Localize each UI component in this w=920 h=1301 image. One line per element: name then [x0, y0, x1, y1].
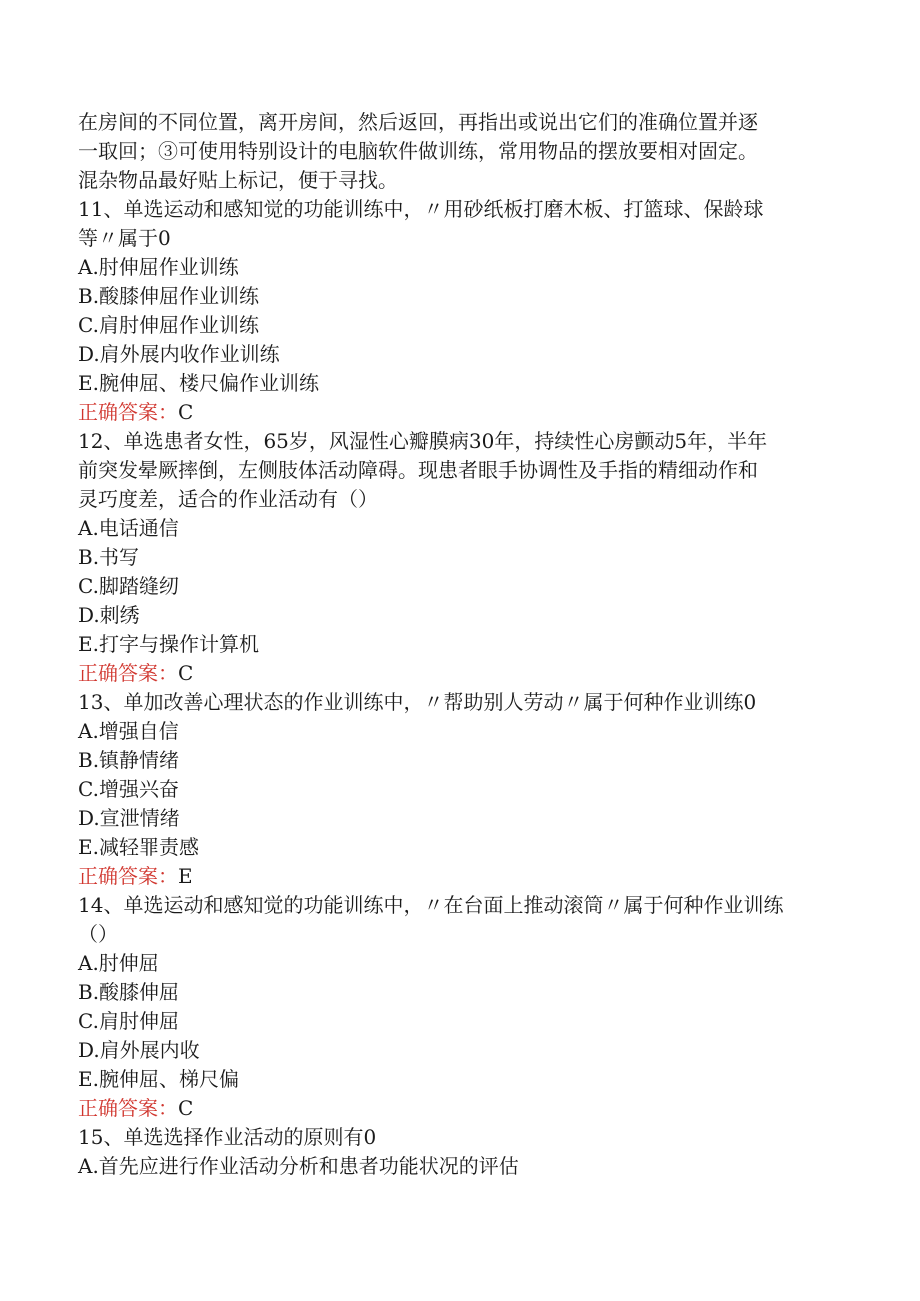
option-b: B.书写 [78, 545, 140, 569]
option-b: B.镇静情绪 [78, 748, 180, 772]
question-stem: 灵巧度差，适合的作业活动有（） [78, 487, 378, 511]
option-e: E.腕伸屈、梯尺偏 [78, 1067, 239, 1091]
question-14 [78, 891, 840, 1123]
option-e: E.减轻罪责感 [78, 835, 199, 859]
option-d: D.肩外展内收作业训练 [78, 342, 280, 366]
option-a: A.首先应进行作业活动分析和患者功能状况的评估 [78, 1154, 519, 1178]
question-stem: 11、单选运动和感知觉的功能训练中，〃用砂纸板打磨木板、打篮球、保龄球 [78, 197, 764, 221]
correct-answer [78, 1094, 840, 1123]
question-12 [78, 427, 840, 688]
option-c: C.肩肘伸屈作业训练 [78, 313, 259, 337]
option-a: A.电话通信 [78, 516, 179, 540]
answer-value: E [178, 864, 193, 888]
question-11 [78, 195, 840, 427]
question-stem: 前突发晕厥摔倒，左侧肢体活动障碍。现患者眼手协调性及手指的精细动作和 [78, 458, 758, 482]
option-b: B.酸膝伸屈作业训练 [78, 284, 260, 308]
option-c: C.脚踏缝纫 [78, 574, 179, 598]
option-b: B.酸膝伸屈 [78, 980, 180, 1004]
option-d: D.刺绣 [78, 603, 140, 627]
document-page [78, 108, 840, 1181]
intro-line: 一取回；③可使用特别设计的电脑软件做训练，常用物品的摆放要相对固定。 [78, 139, 758, 163]
option-e: E.腕伸屈、楼尺偏作业训练 [78, 371, 319, 395]
question-stem: （） [78, 922, 118, 946]
correct-answer [78, 398, 840, 427]
option-a: A.肘伸屈 [78, 951, 159, 975]
option-d: D.肩外展内收 [78, 1038, 200, 1062]
option-e: E.打字与操作计算机 [78, 632, 259, 656]
question-stem: 15、单选选择作业活动的原则有0 [78, 1125, 377, 1149]
question-stem: 14、单选运动和感知觉的功能训练中，〃在台面上推动滚筒〃属于何种作业训练 [78, 893, 784, 917]
correct-answer [78, 659, 840, 688]
answer-value: C [178, 1096, 194, 1120]
question-15 [78, 1123, 840, 1181]
option-c: C.肩肘伸屈 [78, 1009, 179, 1033]
intro-line: 混杂物品最好贴上标记，便于寻找。 [78, 168, 398, 192]
question-13 [78, 688, 840, 891]
correct-answer [78, 862, 840, 891]
question-stem: 13、单加改善心理状态的作业训练中，〃帮助别人劳动〃属于何种作业训练0 [78, 690, 757, 714]
question-stem: 12、单选患者女性，65岁，风湿性心瓣膜病30年，持续性心房颤动5年，半年 [78, 429, 768, 453]
answer-label: 正确答案： [78, 661, 178, 685]
option-a: A.肘伸屈作业训练 [78, 255, 239, 279]
option-a: A.增强自信 [78, 719, 179, 743]
intro-paragraph [78, 108, 840, 195]
answer-label: 正确答案： [78, 1096, 178, 1120]
answer-value: C [178, 400, 194, 424]
question-stem: 等〃属于0 [78, 226, 171, 250]
option-c: C.增强兴奋 [78, 777, 179, 801]
intro-line: 在房间的不同位置，离开房间，然后返回，再指出或说出它们的准确位置并逐 [78, 110, 758, 134]
answer-label: 正确答案： [78, 400, 178, 424]
option-d: D.宣泄情绪 [78, 806, 180, 830]
answer-value: C [178, 661, 194, 685]
answer-label: 正确答案： [78, 864, 178, 888]
